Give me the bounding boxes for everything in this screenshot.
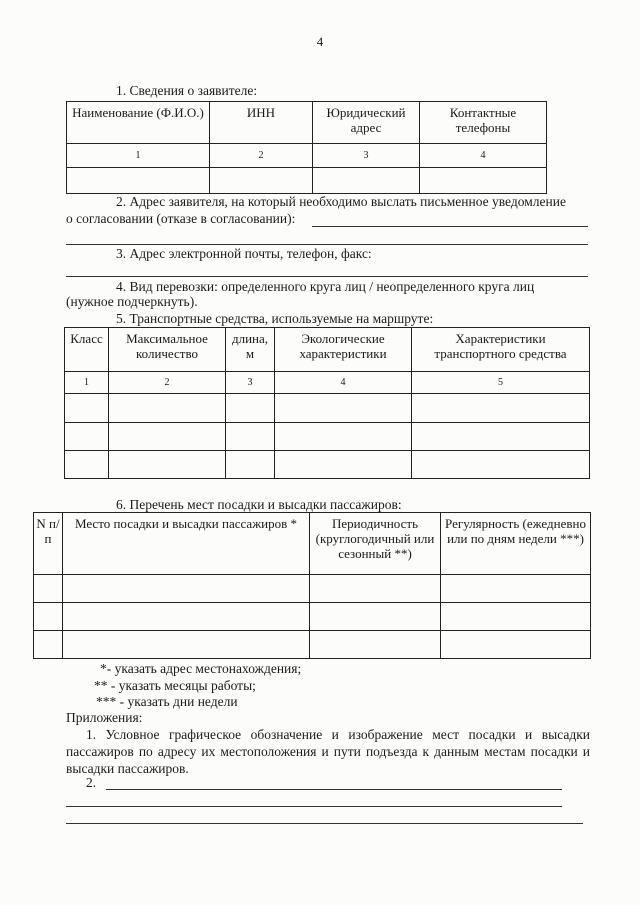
table-cell <box>441 603 591 631</box>
footnote-3: *** - указать дни недели <box>96 694 238 709</box>
table-cell <box>210 168 313 194</box>
col-number: 4 <box>275 372 412 394</box>
table-cell <box>441 631 591 659</box>
table-cell <box>226 451 275 479</box>
fill-line <box>66 244 588 245</box>
col-number: 1 <box>65 372 109 394</box>
header-name: Наименование (Ф.И.О.) <box>67 102 210 144</box>
table-cell <box>412 423 590 451</box>
header-legal-address: Юридический адрес <box>313 102 420 144</box>
table-cell <box>412 451 590 479</box>
footnote-2: ** - указать месяцы работы; <box>94 678 256 693</box>
header-length: длина, м <box>226 328 275 372</box>
table-cell <box>226 394 275 423</box>
fill-line <box>66 806 562 807</box>
table-cell <box>34 575 63 603</box>
table-cell <box>313 168 420 194</box>
table-cell <box>420 168 547 194</box>
header-periodicity: Периодичность (круглогодичный или сезонный **) <box>310 513 441 575</box>
header-vehicle-specs: Характеристики транспортного средства <box>412 328 590 372</box>
header-phones: Контактные телефоны <box>420 102 547 144</box>
table-cell <box>67 168 210 194</box>
header-max-count: Максимальное количество <box>109 328 226 372</box>
appendix-item-1: 1. Условное графическое обозначение и изображение мест посадки и высадки пассажиров по адресу их местоположения и пути подъезда к данным местам посадки и высадки пассажиров. <box>66 727 590 776</box>
table-cell <box>275 423 412 451</box>
header-row-number: N п/п <box>34 513 63 575</box>
header-stop-place: Место посадки и высадки пассажиров * <box>63 513 310 575</box>
section4-line1: 4. Вид перевозки: определенного круга лиц / неопределенного круга лиц <box>116 279 535 294</box>
fill-line <box>312 226 588 227</box>
table-cell <box>412 394 590 423</box>
table-cell <box>310 603 441 631</box>
fill-line <box>106 789 562 790</box>
header-inn: ИНН <box>210 102 313 144</box>
table-cell <box>63 575 310 603</box>
table-cell <box>34 603 63 631</box>
table-cell <box>63 631 310 659</box>
section5-title: 5. Транспортные средства, используемые на маршруте: <box>116 311 434 326</box>
col-number: 3 <box>226 372 275 394</box>
table-cell <box>65 451 109 479</box>
section6-title: 6. Перечень мест посадки и высадки пассажиров: <box>116 497 402 512</box>
appendix-item-2: 2. <box>86 775 97 790</box>
header-ecology: Экологические характеристики <box>275 328 412 372</box>
table-cell <box>275 451 412 479</box>
vehicles-table <box>64 327 590 479</box>
table-cell <box>34 631 63 659</box>
footnote-1: *- указать адрес местонахождения; <box>100 661 302 676</box>
section4-line2: (нужное подчеркнуть). <box>66 294 198 309</box>
section1-title: 1. Сведения о заявителе: <box>116 83 258 98</box>
col-number: 4 <box>420 144 547 168</box>
fill-line <box>66 823 583 824</box>
table-cell <box>275 394 412 423</box>
header-class: Класс <box>65 328 109 372</box>
header-regularity: Регулярность (ежедневно или по дням недели ***) <box>441 513 591 575</box>
section3-text: 3. Адрес электронной почты, телефон, факс: <box>116 246 372 261</box>
table-cell <box>226 423 275 451</box>
table-cell <box>109 394 226 423</box>
page-number: 4 <box>316 34 324 49</box>
section2-line1: 2. Адрес заявителя, на который необходимо выслать письменное уведомление <box>116 194 566 209</box>
col-number: 2 <box>109 372 226 394</box>
appendix-title: Приложения: <box>66 710 143 725</box>
table-cell <box>63 603 310 631</box>
table-cell <box>65 394 109 423</box>
table-cell <box>310 631 441 659</box>
stops-table <box>33 512 591 659</box>
table-cell <box>441 575 591 603</box>
fill-line <box>66 276 588 277</box>
col-number: 2 <box>210 144 313 168</box>
applicant-table <box>66 101 547 194</box>
table-cell <box>109 423 226 451</box>
table-cell <box>310 575 441 603</box>
col-number: 1 <box>67 144 210 168</box>
table-cell <box>109 451 226 479</box>
col-number: 3 <box>313 144 420 168</box>
table-cell <box>65 423 109 451</box>
section2-line2: о согласовании (отказе в согласовании): <box>66 211 296 226</box>
col-number: 5 <box>412 372 590 394</box>
